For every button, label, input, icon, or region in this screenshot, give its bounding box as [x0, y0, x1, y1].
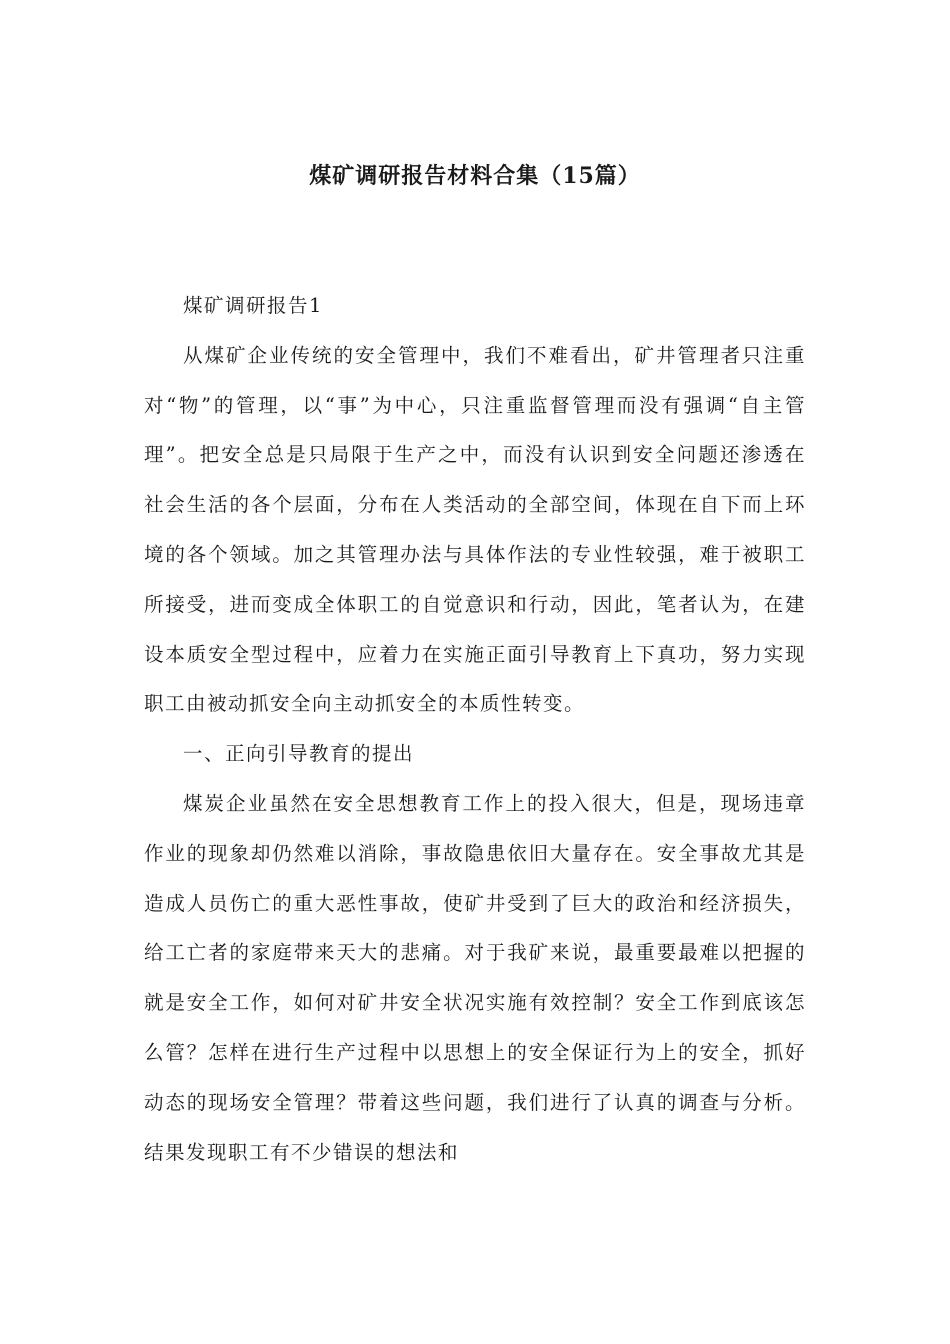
body-paragraph: 煤炭企业虽然在安全思想教育工作上的投入很大，但是，现场违章作业的现象却仍然难以消除，事故隐患依旧大量存在。安全事故尤其是造成人员伤亡的重大恶性事故，使矿井受到了巨大的政治和经济损失，给工亡者的家庭带来天大的悲痛。对于我矿来说，最重要最难以把握的就是安全工作，如何对矿井安全状况实施有效控制？安全工作到底该怎么管？怎样在进行生产过程中以思想上的安全保证行为上的安全，抓好动态的现场安全管理？带着这些问题，我们进行了认真的调查与分析。结果发现职工有不少错误的想法和 — [144, 791, 806, 1164]
section-heading: 煤矿调研报告1 — [183, 294, 323, 317]
subsection-heading: 一、正向引导教育的提出 — [183, 742, 415, 766]
body-paragraph: 从煤矿企业传统的安全管理中，我们不难看出，矿井管理者只注重对“物”的管理，以“事”为中心，只注重监督管理而没有强调“自主管理”。把安全总是只局限于生产之中，而没有认识到安全问题还渗透在社会生活的各个层面，分布在人类活动的全部空间，体现在自下而上环境的各个领域。加之其管理办法与具体作法的专业性较强，难于被职工所接受，进而变成全体职工的自觉意识和行动，因此，笔者认为，在建设本质安全型过程中，应着力在实施正面引导教育上下真功，努力实现职工由被动抓安全向主动抓安全的本质性转变。 — [144, 343, 806, 716]
document-title: 煤矿调研报告材料合集（15篇） — [309, 163, 641, 189]
document-body — [144, 281, 806, 1177]
